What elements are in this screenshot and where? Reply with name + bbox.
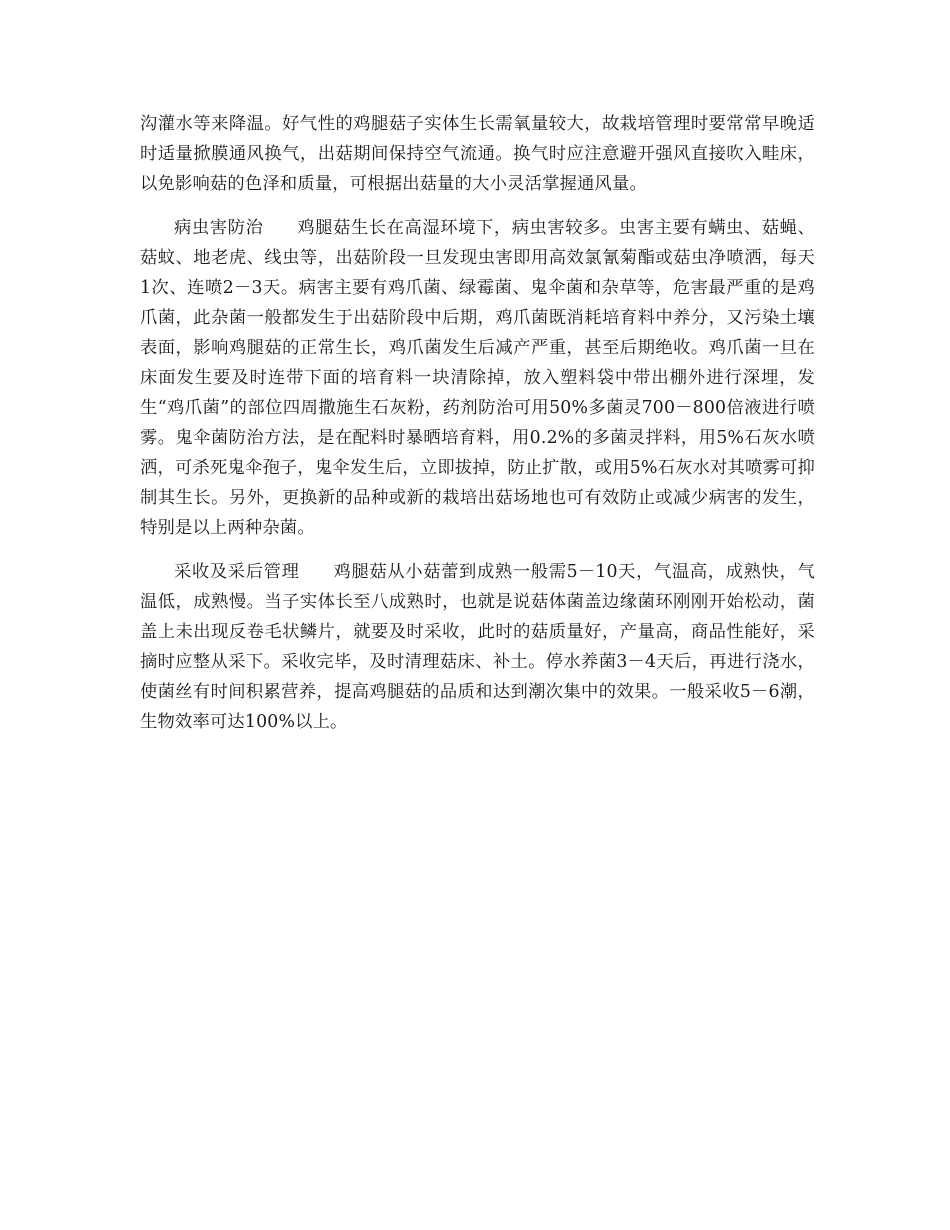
paragraph-pest-control <box>140 213 815 543</box>
paragraph-ventilation <box>140 109 815 199</box>
document-body <box>140 109 815 751</box>
section-heading-pest-control: 病虫害防治 <box>174 218 264 238</box>
section-heading-harvest: 采收及采后管理 <box>174 562 300 582</box>
paragraph-harvest <box>140 557 815 737</box>
paragraph-text: 沟灌水等来降温。好气性的鸡腿菇子实体生长需氧量较大，故栽培管理时要常常早晚适时适量掀膜通风换气，出菇期间保持空气流通。换气时应注意避开强风直接吹入畦床，以免影响菇的色泽和质量，可根据出菇量的大小灵活掌握通风量。 <box>140 114 815 194</box>
paragraph-text: 鸡腿菇从小菇蕾到成熟一般需5－10天，气温高，成熟快，气温低，成熟慢。当子实体长至八成熟时，也就是说菇体菌盖边缘菌环刚刚开始松动，菌盖上未出现反卷毛状鳞片，就要及时采收，此时的菇质量好，产量高，商品性能好，采摘时应整从采下。采收完毕，及时清理菇床、补土。停水养菌3－4天后，再进行浇水，使菌丝有时间积累营养，提高鸡腿菇的品质和达到潮次集中的效果。一般采收5－6潮，生物效率可达100%以上。 <box>140 562 815 732</box>
paragraph-text: 鸡腿菇生长在高湿环境下，病虫害较多。虫害主要有螨虫、菇蝇、菇蚊、地老虎、线虫等，出菇阶段一旦发现虫害即用高效氯氰菊酯或菇虫净喷洒，每天1次、连喷2－3天。病害主要有鸡爪菌、绿霉菌、鬼伞菌和杂草等，危害最严重的是鸡爪菌，此杂菌一般都发生于出菇阶段中后期，鸡爪菌既消耗培育料中养分，又污染土壤表面，影响鸡腿菇的正常生长，鸡爪菌发生后减产严重，甚至后期绝收。鸡爪菌一旦在床面发生要及时连带下面的培育料一块清除掉，放入塑料袋中带出棚外进行深埋，发生“鸡爪菌”的部位四周撒施生石灰粉，药剂防治可用50%多菌灵700－800倍液进行喷雾。鬼伞菌防治方法，是在配料时暴晒培育料，用0.2%的多菌灵拌料，用5%石灰水喷洒，可杀死鬼伞孢子，鬼伞发生后，立即拔掉，防止扩散，或用5%石灰水对其喷雾可抑制其生长。另外，更换新的品种或新的栽培出菇场地也可有效防止或减少病害的发生，特别是以上两种杂菌。 <box>140 218 815 538</box>
